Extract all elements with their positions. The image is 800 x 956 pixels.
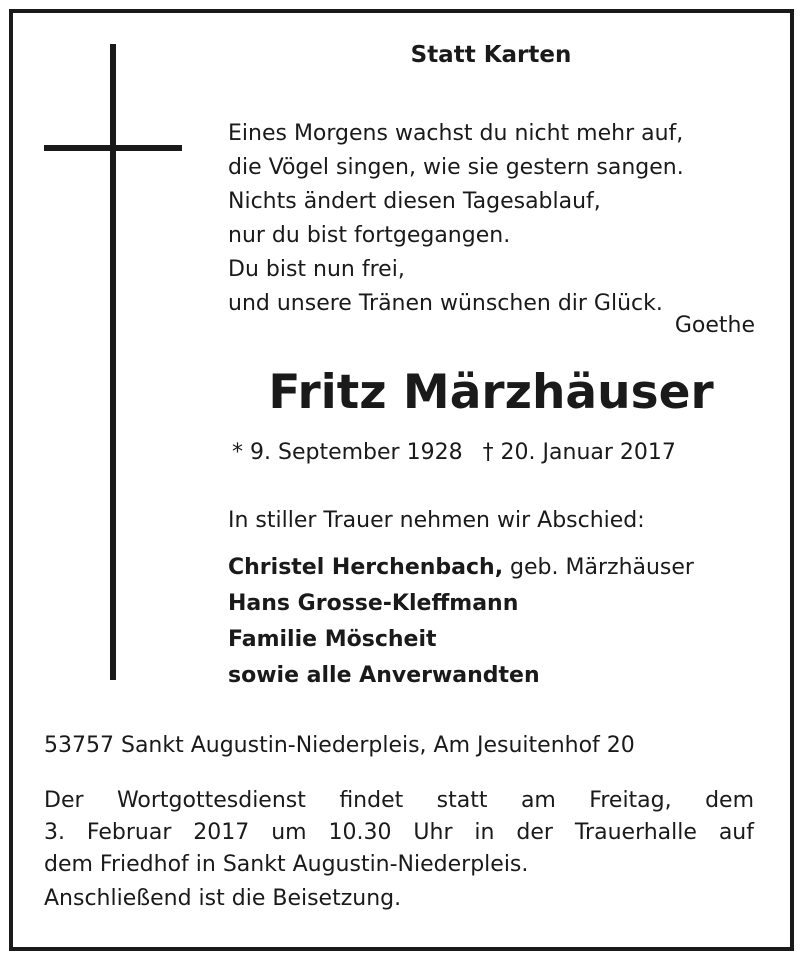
mourner-line	[228, 586, 694, 622]
burial-note: Anschließend ist die Beisetzung.	[44, 886, 402, 911]
service-info	[44, 785, 754, 881]
mourner-name: Christel Herchenbach,	[228, 555, 504, 580]
mourner-line	[228, 550, 694, 586]
birth-date: * 9. September 1928	[232, 440, 463, 465]
poem-author: Goethe	[674, 313, 755, 338]
address: 53757 Sankt Augustin-Niederpleis, Am Jesuitenhof 20	[44, 733, 635, 758]
mourner-name: Hans Grosse-Kleffmann	[228, 591, 519, 616]
poem-line: und unsere Tränen wünschen dir Glück.	[228, 291, 663, 316]
service-line: dem Friedhof in Sankt Augustin-Niederpleis.	[44, 852, 529, 877]
poem-line: Du bist nun frei,	[228, 257, 405, 282]
mourners-intro: In stiller Trauer nehmen wir Abschied:	[228, 508, 645, 533]
poem-line: Eines Morgens wachst du nicht mehr auf,	[228, 121, 684, 146]
mourner-suffix: geb. Märzhäuser	[503, 555, 694, 580]
poem-line: nur du bist fortgegangen.	[228, 223, 511, 248]
life-dates	[232, 440, 676, 465]
mourner-name: Familie Möscheit	[228, 627, 437, 652]
mourner-name: sowie alle Anverwandten	[228, 663, 540, 688]
mourners-list	[228, 550, 694, 694]
deceased-name: Fritz Märzhäuser	[268, 365, 714, 420]
poem	[228, 117, 684, 321]
mourner-line	[228, 658, 694, 694]
poem-line: die Vögel singen, wie sie gestern sangen.	[228, 155, 684, 180]
service-line: 3. Februar 2017 um 10.30 Uhr in der Trauerhalle auf	[44, 820, 754, 845]
death-date: † 20. Januar 2017	[482, 440, 676, 465]
mourner-line	[228, 622, 694, 658]
poem-line: Nichts ändert diesen Tagesablauf,	[228, 189, 601, 214]
heading-statt-karten: Statt Karten	[410, 42, 572, 68]
cross-horizontal-bar	[44, 145, 182, 151]
service-line: Der Wortgottesdienst findet statt am Freitag, dem	[44, 788, 754, 813]
cross-vertical-bar	[110, 44, 116, 680]
